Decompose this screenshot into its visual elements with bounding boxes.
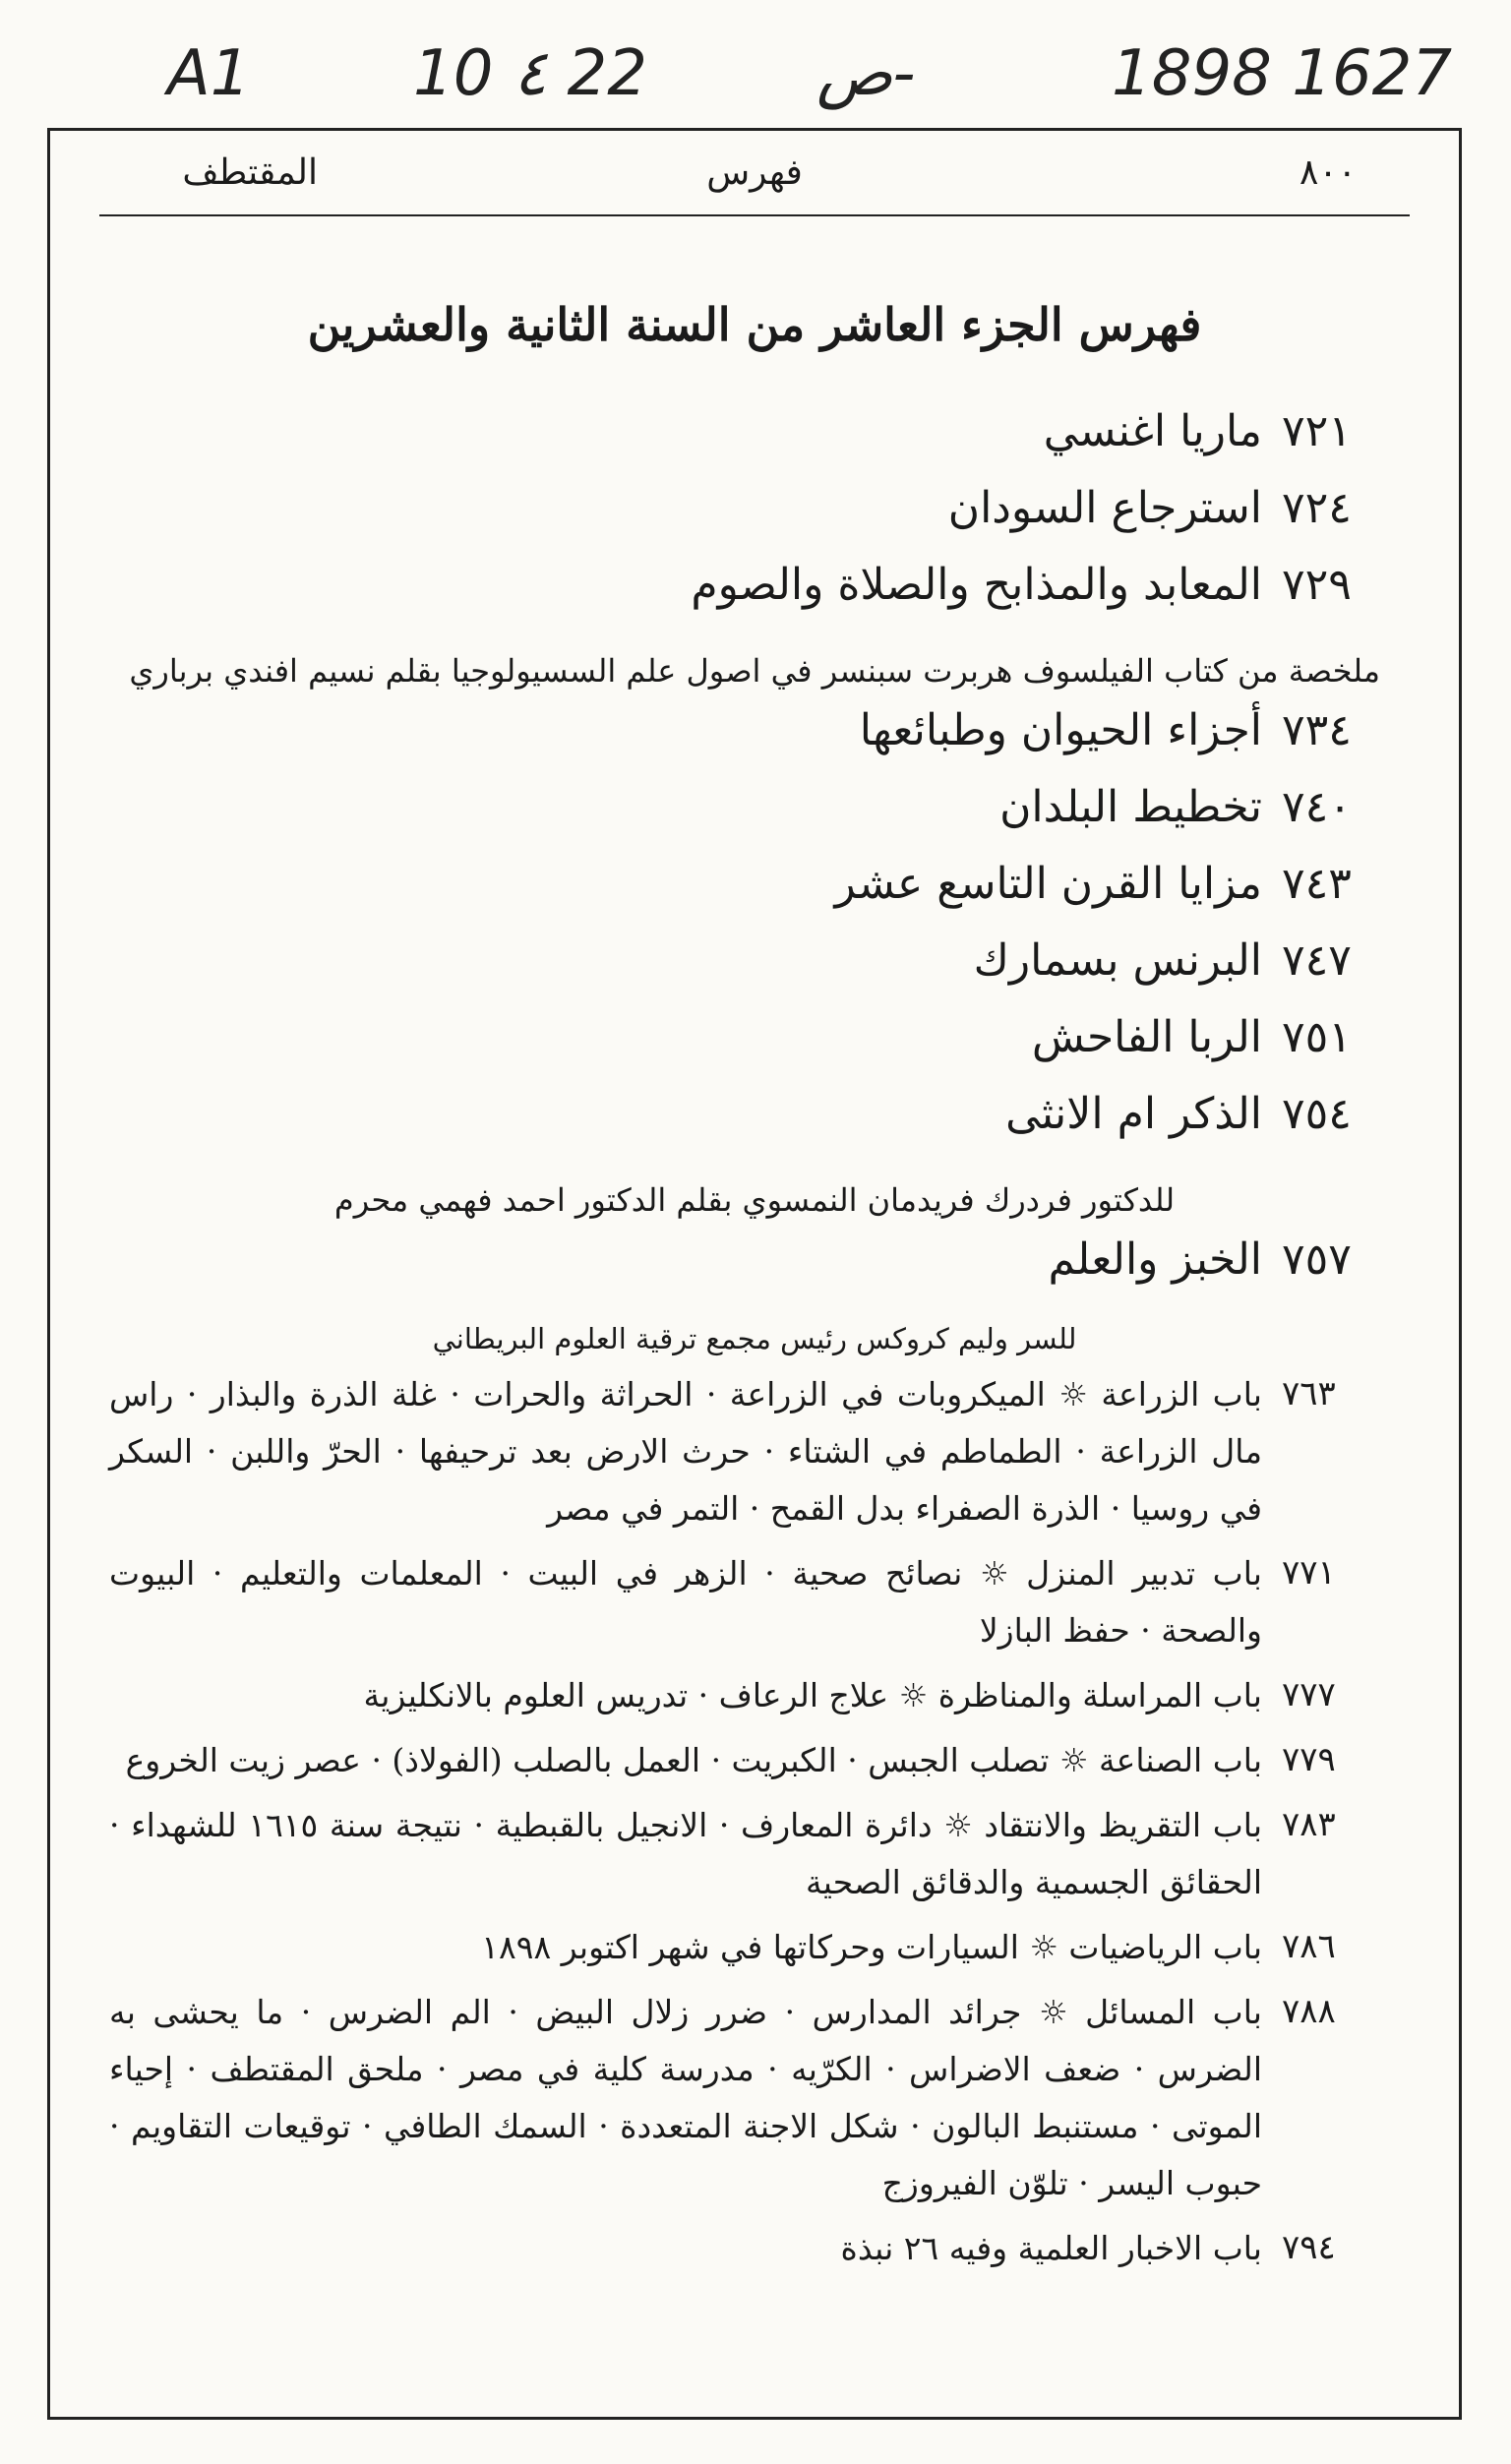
section-entry (50, 1984, 1459, 2212)
section-text: باب الاخبار العلمية وفيه ٢٦ نبذة (840, 2229, 1262, 2267)
entry-title: ماريا اغنسي (1043, 406, 1262, 456)
section-page: ٧٧٧ (1282, 1675, 1336, 1714)
section-entry (50, 1732, 1459, 1789)
handwritten-label: ص- (816, 37, 916, 110)
entry-page: ٧٥٧ (1282, 1234, 1352, 1285)
entry-title: الربا الفاحش (1031, 1012, 1262, 1062)
page-header (50, 152, 1459, 211)
entry-page: ٧٥١ (1282, 1012, 1352, 1062)
entry-page: ٧٢٤ (1282, 483, 1352, 533)
section-entry (50, 1545, 1459, 1659)
section-page: ٧٦٣ (1282, 1374, 1336, 1413)
section-text: باب الزراعة ☼ الميكروبات في الزراعة · الحراثة والحرات · غلة الذرة والبذار · راس مال الزراعة · الطماطم في الشتاء · حرث الارض بعد ترحيفها · الحرّ واللبن · السكر في روسيا · الذرة الصفراء بدل القمح · التمر في مصر (109, 1375, 1262, 1528)
section-text: باب المراسلة والمناظرة ☼ علاج الرعاف · تدريس العلوم بالانكليزية (363, 1676, 1262, 1714)
index-entry (50, 705, 1459, 782)
section-text: باب التقريظ والانتقاد ☼ دائرة المعارف · الانجيل بالقبطية · نتيجة سنة ١٦١٥ للشهداء · الحقائق الجسمية والدقائق الصحية (109, 1806, 1262, 1901)
entry-title: استرجاع السودان (947, 483, 1262, 533)
entry-title: أجزاء الحيوان وطبائعها (859, 705, 1262, 755)
section-page: ٧٨٣ (1282, 1805, 1336, 1844)
index-entry (50, 560, 1459, 636)
section-text: باب الصناعة ☼ تصلب الجبس · الكبريت · العمل بالصلب (الفولاذ) · عصر زيت الخروع (125, 1741, 1262, 1779)
section-entry (50, 1366, 1459, 1537)
entry-page: ٧٤٣ (1282, 859, 1352, 909)
section-page: ٧٨٦ (1282, 1927, 1336, 1966)
index-entry (50, 935, 1459, 1012)
entry-title: تخطيط البلدان (999, 782, 1262, 832)
entry-page: ٧٢٩ (1282, 560, 1352, 610)
handwritten-middle-code: 10 ٤ 22 (413, 37, 647, 110)
entry-page: ٧٣٤ (1282, 705, 1352, 755)
entry-page: ٧٤٧ (1282, 935, 1352, 986)
index-entry (50, 483, 1459, 560)
index-entry (50, 406, 1459, 483)
section-page: ٧٧١ (1282, 1553, 1336, 1593)
section-entry (50, 2220, 1459, 2277)
section-text: باب تدبير المنزل ☼ نصائح صحية · الزهر في البيت · المعلمات والتعليم · البيوت والصحة · حفظ البازلا (109, 1554, 1262, 1650)
index-entry (50, 782, 1459, 859)
entry-note: للسر وليم كروكس رئيس مجمع ترقية العلوم البريطاني (432, 1322, 1077, 1355)
section-text: باب الرياضيات ☼ السيارات وحركاتها في شهر اكتوبر ١٨٩٨ (481, 1928, 1262, 1966)
entry-title: مزايا القرن التاسع عشر (834, 859, 1262, 909)
handwritten-right-code: 1898 1627 (1112, 37, 1453, 110)
header-section: فهرس (706, 152, 803, 193)
header-rule (99, 214, 1410, 216)
section-page: ٧٨٨ (1282, 1992, 1336, 2031)
entry-note: للدكتور فردرك فريدمان النمسوي بقلم الدكتور احمد فهمي محرم (333, 1181, 1176, 1219)
page-number: ٨٠٠ (1299, 152, 1358, 193)
section-entry (50, 1667, 1459, 1724)
index-entry (50, 1234, 1459, 1311)
index-entry (50, 1089, 1459, 1166)
handwritten-annotation (148, 37, 1456, 110)
entry-title: المعابد والمذابح والصلاة والصوم (691, 560, 1262, 610)
entry-page: ٧٥٤ (1282, 1089, 1352, 1139)
entry-title: الخبز والعلم (1048, 1234, 1262, 1285)
entry-title: البرنس بسمارك (973, 935, 1262, 986)
section-entry (50, 1797, 1459, 1911)
entry-page: ٧٢١ (1282, 406, 1352, 456)
handwritten-left-code: A1 (167, 37, 251, 110)
entry-note: ملخصة من كتاب الفيلسوف هربرت سبنسر في اصول علم السسيولوجيا بقلم نسيم افندي برباري (129, 652, 1380, 690)
entry-page: ٧٤٠ (1282, 782, 1352, 832)
section-entry (50, 1919, 1459, 1976)
journal-name: المقتطف (182, 152, 318, 193)
index-entry (50, 859, 1459, 935)
index-entries (50, 406, 1459, 2285)
section-page: ٧٧٩ (1282, 1740, 1336, 1779)
entry-title: الذكر ام الانثى (1005, 1089, 1262, 1139)
index-entry (50, 1012, 1459, 1089)
section-text: باب المسائل ☼ جرائد المدارس · ضرر زلال البيض · الم الضرس · ما يحشى به الضرس · ضعف الاضراس · الكرّيه · مدرسة كلية في مصر · ملحق المقتطف · إحياء الموتى · مستنبط البالون · شكل الاجنة المتعددة · السمك الطافي · توقيعات التقاويم · حبوب اليسر · تلوّن الفيروزج (109, 1993, 1262, 2202)
section-page: ٧٩٤ (1282, 2228, 1336, 2267)
page-frame (47, 128, 1462, 2420)
page-title: فهرس الجزء العاشر من السنة الثانية والعشرين (307, 298, 1202, 351)
